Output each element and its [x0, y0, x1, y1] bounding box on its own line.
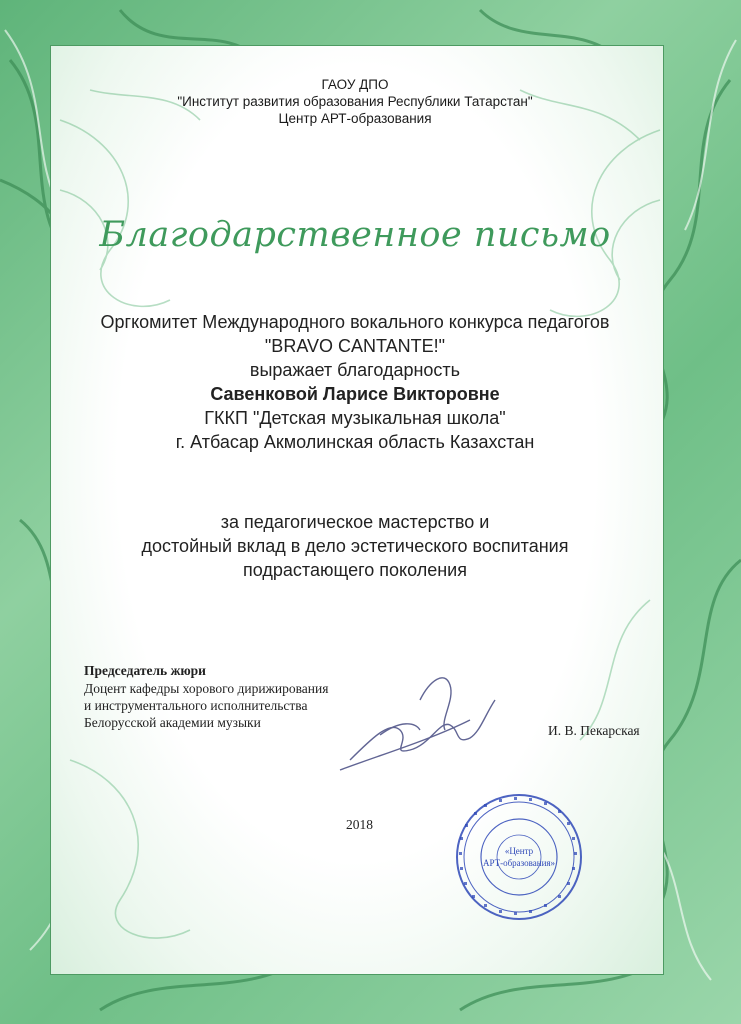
recipient-name: Савенковой Ларисе Викторовне: [210, 384, 500, 404]
reason-line-3: подрастающего поколения: [243, 560, 467, 580]
recipient-school: ГККП "Детская музыкальная школа": [204, 408, 506, 428]
stamp-center-line-1: «Центр: [504, 846, 534, 856]
signatory-position-3: Белорусской академии музыки: [84, 715, 261, 730]
signatory-role: Председатель жюри: [84, 663, 206, 678]
official-stamp-seal: [454, 792, 584, 922]
body-line-organizer: Оргкомитет Международного вокального конкурса педагогов: [100, 312, 610, 332]
body-line-gratitude: выражает благодарность: [249, 360, 461, 380]
stamp-center-line-2: АРТ-образования»: [482, 858, 556, 868]
issuer-line-1: ГАОУ ДПО: [321, 77, 389, 92]
signatory-position-1: Доцент кафедры хорового дирижирования: [84, 681, 329, 696]
recipient-location: г. Атбасар Акмолинская область Казахстан: [175, 432, 535, 452]
body-line-contest: "BRAVO CANTANTE!": [264, 336, 446, 356]
signatory-position-2: и инструментального исполнительства: [84, 698, 308, 713]
reason-line-1: за педагогическое мастерство и: [220, 512, 490, 532]
reason-line-2: достойный вклад в дело эстетического воспитания: [141, 536, 569, 556]
certificate-title: Благодарственное письмо: [99, 215, 611, 255]
handwritten-signature: [320, 660, 520, 780]
issuer-line-2: "Институт развития образования Республики Татарстан": [177, 94, 533, 109]
issue-year: 2018: [346, 817, 373, 832]
issuer-line-3: Центр АРТ-образования: [278, 111, 432, 126]
signatory-name: И. В. Пекарская: [548, 723, 640, 738]
